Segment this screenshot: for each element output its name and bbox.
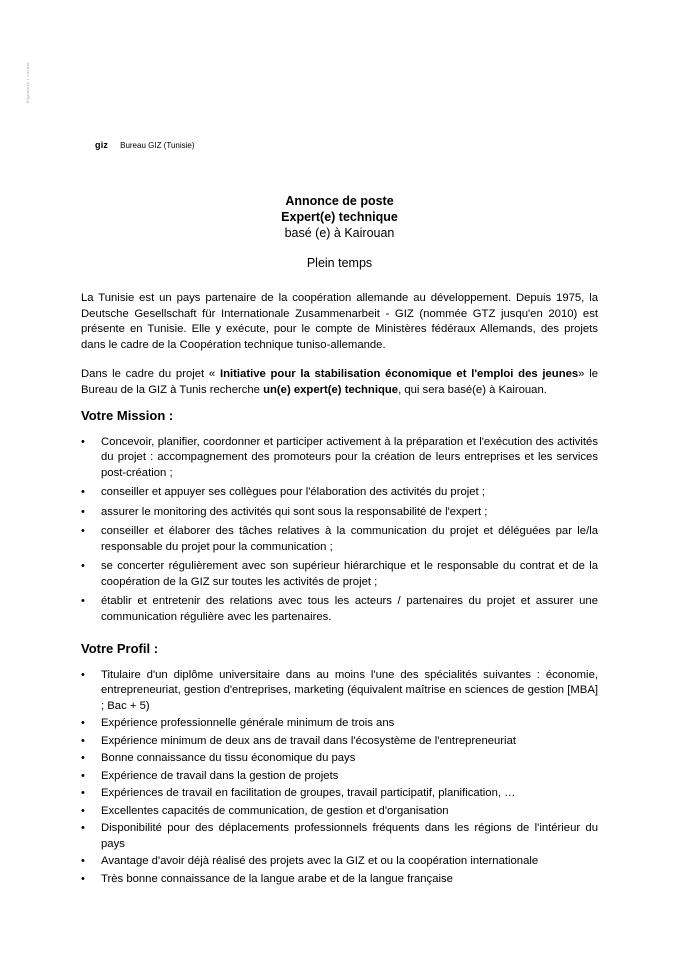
list-item: • Bonne connaissance du tissu économique du pays — [81, 751, 598, 767]
list-item: • se concerter régulièrement avec son supérieur hiérarchique et le responsable du contrat et de la coopération de la GIZ sur toutes les activités de projet ; — [81, 559, 598, 590]
project-paragraph — [81, 367, 598, 398]
giz-logo: giz — [95, 140, 109, 150]
list-item: • Expérience minimum de deux ans de travail dans l'écosystème de l'entrepreneuriat — [81, 734, 598, 750]
mission-list — [81, 435, 598, 626]
list-item: • Titulaire d'un diplôme universitaire dans au moins l'une des spécialités suivantes : économie, entrepreneuriat, gestion d'entreprises, marketing (équivalent maîtrise en sciences de gestion [MBA] ; Bac + 5) — [81, 668, 598, 715]
list-item: • Expérience de travail dans la gestion de projets — [81, 769, 598, 785]
list-item: • assurer le monitoring des activités qui sont sous la responsabilité de l'expert ; — [81, 505, 598, 521]
intro-paragraph: La Tunisie est un pays partenaire de la coopération allemande au développement. Depuis 1975, la Deutsche Gesellschaft für Internationale Zusammenarbeit - GIZ (nommée GTZ jusqu'en 2010) est présente en Tunisie. Elle y exécute, pour le compte de Ministères fédéraux Allemands, des projets dans le cadre de la Coopération technique tuniso-allemande. — [81, 292, 598, 351]
document-body — [81, 291, 598, 889]
profil-heading: Votre Profil : — [81, 641, 159, 656]
list-item: • Très bonne connaissance de la langue arabe et de la langue française — [81, 872, 598, 888]
side-margin-mark: Signature / cachet — [25, 62, 30, 104]
list-item: • Expérience professionnelle générale minimum de trois ans — [81, 716, 598, 732]
list-item: • Avantage d'avoir déjà réalisé des projets avec la GIZ et ou la coopération internationale — [81, 854, 598, 870]
profil-list — [81, 668, 598, 888]
office-name: Bureau GIZ (Tunisie) — [120, 141, 195, 150]
project-text-a: Dans le cadre du projet « — [81, 368, 220, 380]
list-item: • conseiller et élaborer des tâches relatives à la communication du projet et déléguées par le/la responsable du projet pour la communication ; — [81, 524, 598, 555]
list-item: • Expériences de travail en facilitation de groupes, travail participatif, planification, … — [81, 786, 598, 802]
list-item: • établir et entretenir des relations avec tous les acteurs / partenaires du projet et assurer une communication régulière avec les partenaires. — [81, 594, 598, 625]
location-line: basé (e) à Kairouan — [284, 226, 395, 240]
document-header — [95, 140, 195, 150]
title-block — [0, 193, 679, 271]
project-text-e: , qui sera basé(e) à Kairouan. — [398, 383, 547, 396]
position-highlight: un(e) expert(e) technique — [263, 383, 399, 396]
announcement-title: Annonce de poste — [285, 194, 394, 208]
list-item: • Concevoir, planifier, coordonner et participer activement à la préparation et l'exécution des activités du projet : accompagnement des promoteurs pour la création de leurs entreprises et les services post-création ; — [81, 435, 598, 482]
list-item: • Excellentes capacités de communication, de gestion et d'organisation — [81, 804, 598, 820]
work-time: Plein temps — [306, 256, 373, 270]
project-text-c: » le Bureau de la GIZ à Tunis recherche — [81, 368, 598, 396]
list-item: • conseiller et appuyer ses collègues pour l'élaboration des activités du projet ; — [81, 485, 598, 501]
position-title: Expert(e) technique — [281, 210, 398, 224]
list-item: • Disponibilité pour des déplacements professionnels fréquents dans les régions de l'intérieur du pays — [81, 821, 598, 852]
project-name: Initiative pour la stabilisation économique et l'emploi des jeunes — [219, 368, 579, 380]
mission-heading: Votre Mission : — [81, 408, 174, 423]
